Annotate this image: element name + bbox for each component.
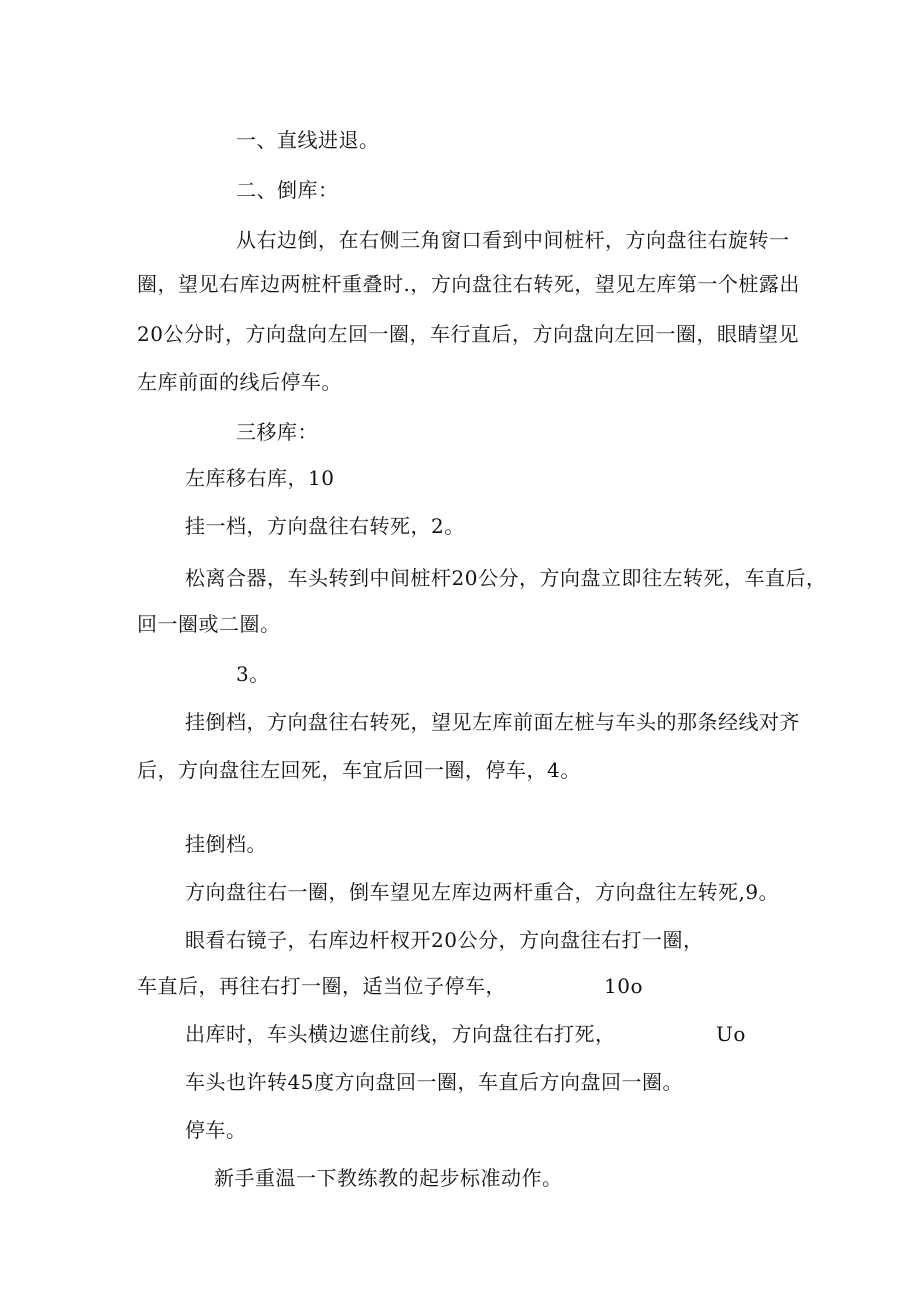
step-number: Uo xyxy=(716,1022,746,1046)
paragraph-line: 圈，望见右库边两桩杆重叠时.，方向盘往右转死，望见左库第一个桩露出 xyxy=(137,272,800,296)
paragraph-line: 出库时，车头横边遮住前线，方向盘往右打死， xyxy=(185,1022,616,1046)
paragraph-line: 新手重温一下教练教的起步标准动作。 xyxy=(214,1166,563,1190)
paragraph-line: 眼看右镜子，右库边杆杈开20公分，方向盘往右打一圈， xyxy=(185,928,704,952)
paragraph-line: 挂倒档。 xyxy=(185,832,267,856)
paragraph-line: 车直后，再往右打一圈，适当位子停车， xyxy=(137,974,506,998)
paragraph-line: 从右边倒，在右侧三角窗口看到中间桩杆，方向盘往右旋转一 xyxy=(236,228,790,252)
paragraph-line: 左库移右库，10 xyxy=(185,466,335,490)
heading-1: 一、直线进退。 xyxy=(236,128,380,152)
step-number: 10o xyxy=(604,974,643,998)
paragraph-line: 后，方向盘往左回死，车宜后回一圈，停车，4。 xyxy=(137,758,581,782)
paragraph-line: 回一圈或二圈。 xyxy=(137,612,281,636)
paragraph-line: 挂一档，方向盘往右转死，2。 xyxy=(185,514,465,538)
paragraph-line: 3。 xyxy=(236,662,270,686)
paragraph-line: 车头也许转45度方向盘回一圈，车直后方向盘回一圈。 xyxy=(185,1070,683,1094)
paragraph-line: 方向盘往右一圈，倒车望见左库边两杆重合，方向盘往左转死,9。 xyxy=(185,880,780,904)
paragraph-line: 挂倒档，方向盘往右转死，望见左库前面左桩与车头的那条经线对齐 xyxy=(185,710,800,734)
paragraph-line: 20公分时，方向盘向左回一圈，车行直后，方向盘向左回一圈，眼睛望见 xyxy=(137,322,799,346)
heading-2: 二、倒库： xyxy=(236,178,339,202)
paragraph-line: 停车。 xyxy=(185,1118,247,1142)
paragraph-line: 松离合器，车头转到中间桩杆20公分，方向盘立即往左转死，车直后， xyxy=(185,566,827,590)
paragraph-line: 左库前面的线后停车。 xyxy=(137,370,342,394)
heading-3: 三移库： xyxy=(236,420,318,444)
